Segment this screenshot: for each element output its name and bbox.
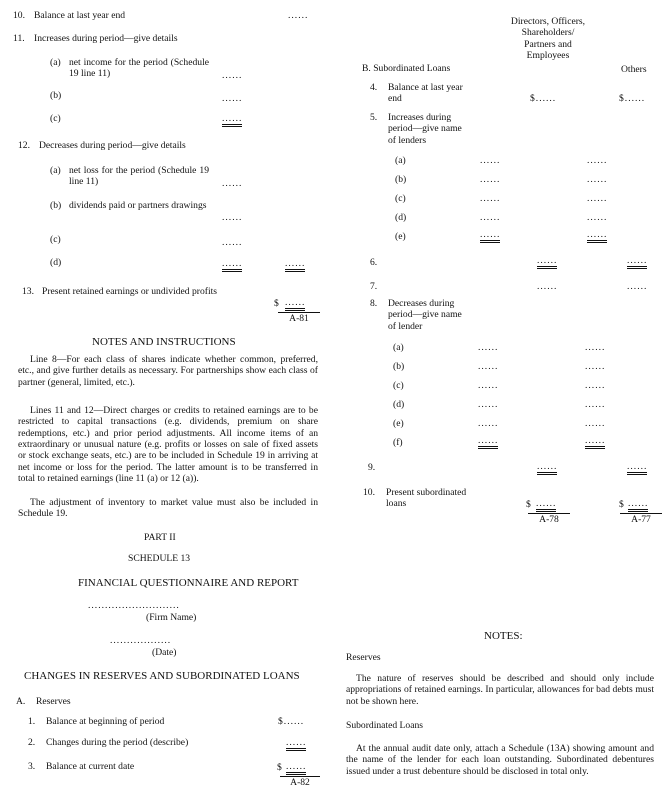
column-header-directors: Directors, Officers, Shareholders/ Partners and Employees bbox=[510, 16, 586, 61]
sub-8e-amount: ...... bbox=[585, 418, 606, 429]
line-13-label: Present retained earnings or undivided profits bbox=[42, 286, 218, 297]
line-12c-letter: (c) bbox=[50, 234, 61, 245]
sub-8-label: Decreases during period—give name of lender bbox=[388, 298, 462, 332]
sub-5b-lender: ...... bbox=[480, 174, 501, 185]
sub-7-number: 7. bbox=[370, 281, 378, 292]
sub-9-number: 9. bbox=[368, 462, 376, 473]
sub-5e-amount: ...... bbox=[587, 229, 607, 243]
sub-10-number: 10. bbox=[363, 487, 375, 498]
sub-5d-amount: ...... bbox=[587, 212, 608, 223]
line-13-amount: ...... bbox=[285, 297, 305, 311]
line-12a-text: net loss for the period (Schedule 19 line 11) bbox=[69, 165, 209, 188]
sub-6-others: ...... bbox=[627, 255, 647, 269]
sub-5c-amount: ...... bbox=[587, 193, 608, 204]
sub-5a-lender: ...... bbox=[480, 155, 501, 166]
sub-9-directors: ...... bbox=[537, 461, 557, 475]
reserve-1-label: Balance at beginning of period bbox=[46, 716, 165, 727]
sub-5b-amount: ...... bbox=[587, 174, 608, 185]
sub-5c-letter: (c) bbox=[395, 193, 406, 204]
notes-title: NOTES: bbox=[484, 630, 523, 642]
line-10-label: Balance at last year end bbox=[34, 10, 126, 21]
reserve-1-number: 1. bbox=[28, 716, 36, 727]
sub-8d-lender: ...... bbox=[478, 399, 499, 410]
line-12b-text: dividends paid or partners drawings bbox=[69, 200, 207, 211]
sub-8f-amount: ...... bbox=[585, 435, 605, 449]
sub-5e-letter: (e) bbox=[395, 231, 406, 242]
line-12d-letter: (d) bbox=[50, 257, 62, 268]
date-field: .................. bbox=[110, 635, 172, 646]
line-11b-amount: ...... bbox=[222, 93, 243, 104]
line-12a-amount: ...... bbox=[222, 178, 243, 189]
line-11c-amount: ...... bbox=[222, 113, 242, 127]
sub-7-others: ...... bbox=[627, 281, 648, 292]
note-line-8: Line 8—For each class of shares indicate whether common, preferred, etc., and give further details as necessary. For partnerships show each class of partner (general, limited, etc.). bbox=[18, 354, 318, 388]
sub-10-directors-ref: A-78 bbox=[528, 513, 570, 525]
line-12-number: 12. bbox=[18, 140, 30, 151]
sub-8f-letter: (f) bbox=[393, 437, 403, 448]
line-11b-letter: (b) bbox=[50, 90, 62, 101]
sub-4-others-amount: $...... bbox=[619, 93, 646, 104]
notes-reserves-text: The nature of reserves should be described and should only include appropriations of retained earnings. In particular, allowances for bad debts must not be shown here. bbox=[346, 673, 654, 707]
reserve-2-label: Changes during the period (describe) bbox=[46, 737, 189, 748]
line-11-label: Increases during period—give details bbox=[34, 33, 178, 44]
reserve-3-ref: A-82 bbox=[280, 776, 320, 788]
reserve-3-label: Balance at current date bbox=[46, 761, 135, 772]
sub-4-number: 4. bbox=[370, 82, 378, 93]
sub-10-others-currency: $ bbox=[619, 499, 624, 510]
sub-4-directors-amount: $...... bbox=[530, 93, 557, 104]
sub-8f-lender: ...... bbox=[478, 435, 498, 449]
questionnaire-title: FINANCIAL QUESTIONNAIRE AND REPORT bbox=[78, 577, 299, 589]
sub-10-directors-currency: $ bbox=[526, 499, 531, 510]
sub-5a-letter: (a) bbox=[395, 155, 406, 166]
sub-9-others: ...... bbox=[627, 461, 647, 475]
section-b-title: B. Subordinated Loans bbox=[362, 63, 451, 74]
sub-5d-lender: ...... bbox=[480, 212, 501, 223]
line-11a-amount: ...... bbox=[222, 70, 243, 81]
date-label: (Date) bbox=[152, 647, 177, 658]
sub-8c-amount: ...... bbox=[585, 380, 606, 391]
reserve-2-number: 2. bbox=[28, 737, 36, 748]
notes-instructions-title: NOTES AND INSTRUCTIONS bbox=[92, 336, 236, 348]
part-ii: PART II bbox=[144, 532, 176, 543]
line-11a-letter: (a) bbox=[50, 57, 61, 68]
section-a-letter: A. bbox=[16, 696, 26, 707]
sub-8d-letter: (d) bbox=[393, 399, 405, 410]
line-12c-amount: ...... bbox=[222, 237, 243, 248]
note-inventory: The adjustment of inventory to market value must also be included in Schedule 19. bbox=[18, 497, 318, 520]
sub-10-others-ref: A-77 bbox=[620, 513, 662, 525]
sub-6-directors: ...... bbox=[537, 255, 557, 269]
sub-5a-amount: ...... bbox=[587, 155, 608, 166]
sub-8b-lender: ...... bbox=[478, 361, 499, 372]
sub-8e-lender: ...... bbox=[478, 418, 499, 429]
line-12d-amount: ...... bbox=[222, 258, 242, 272]
notes-subordinated-heading: Subordinated Loans bbox=[346, 720, 424, 731]
changes-title: CHANGES IN RESERVES AND SUBORDINATED LOANS bbox=[24, 670, 300, 682]
reserve-2-amount: ...... bbox=[286, 737, 306, 751]
firm-name-label: (Firm Name) bbox=[146, 612, 197, 623]
sub-8e-letter: (e) bbox=[393, 418, 404, 429]
sub-5e-lender: ...... bbox=[480, 229, 500, 243]
sub-10-label: Present subordinated loans bbox=[386, 487, 467, 510]
notes-reserves-heading: Reserves bbox=[346, 652, 381, 663]
reserve-1-amount: $...... bbox=[278, 716, 305, 727]
sub-8d-amount: ...... bbox=[585, 399, 606, 410]
line-13-ref: A-81 bbox=[278, 312, 320, 324]
line-10-amount: ...... bbox=[288, 10, 309, 21]
sub-4-label: Balance at last year end bbox=[388, 82, 463, 105]
sub-8-number: 8. bbox=[370, 298, 378, 309]
sub-8a-amount: ...... bbox=[585, 342, 606, 353]
sub-8a-lender: ...... bbox=[478, 342, 499, 353]
line-12-total: ...... bbox=[285, 258, 305, 272]
sub-5-number: 5. bbox=[370, 112, 378, 123]
sub-8b-amount: ...... bbox=[585, 361, 606, 372]
line-11c-letter: (c) bbox=[50, 113, 61, 124]
sub-10-others-amount: ...... bbox=[628, 498, 648, 512]
sub-8c-lender: ...... bbox=[478, 380, 499, 391]
sub-10-directors-amount: ...... bbox=[536, 498, 556, 512]
sub-5d-letter: (d) bbox=[395, 212, 407, 223]
note-lines-11-12: Lines 11 and 12—Direct charges or credits to retained earnings are to be restricted to capital transactions (e.g. dividends, premium on share redemptions, etc.) and prior period adjustments. All income items of an extraordinary or unusual nature (e.g. profits or losses on sale of fixed assets or stock exchange seats, etc.) are to be included in Schedule 19 in arriving at net income or loss for the period. The latter amount is to be transferred in total to retained earnings (line 11 (a) or 12 (a)). bbox=[18, 405, 318, 484]
sub-5-label: Increases during period—give name of lenders bbox=[388, 112, 462, 146]
sub-5c-lender: ...... bbox=[480, 193, 501, 204]
line-13-number: 13. bbox=[22, 286, 34, 297]
line-10-number: 10. bbox=[13, 10, 25, 21]
line-11-number: 11. bbox=[13, 33, 25, 44]
reserve-3-amount: ...... bbox=[286, 761, 306, 775]
line-12a-letter: (a) bbox=[50, 165, 61, 176]
sub-6-number: 6. bbox=[370, 257, 378, 268]
section-a-title: Reserves bbox=[36, 696, 71, 707]
schedule-13: SCHEDULE 13 bbox=[128, 553, 191, 564]
line-12-label: Decreases during period—give details bbox=[39, 140, 186, 151]
notes-subordinated-text: At the annual audit date only, attach a Schedule (13A) showing amount and the name of the lender for each loan outstanding. Subordinated debentures issued under a trust debenture should be disclosed in total only. bbox=[346, 743, 654, 777]
sub-8b-letter: (b) bbox=[393, 361, 405, 372]
column-header-others: Others bbox=[621, 64, 647, 75]
line-12b-amount: ...... bbox=[222, 212, 243, 223]
reserve-3-number: 3. bbox=[28, 761, 36, 772]
sub-8a-letter: (a) bbox=[393, 342, 404, 353]
line-12b-letter: (b) bbox=[50, 200, 62, 211]
line-13-currency: $ bbox=[274, 298, 279, 309]
firm-name-field: ........................... bbox=[88, 600, 180, 611]
reserve-3-currency: $ bbox=[277, 762, 282, 773]
sub-5b-letter: (b) bbox=[395, 174, 407, 185]
sub-8c-letter: (c) bbox=[393, 380, 404, 391]
sub-7-directors: ...... bbox=[537, 281, 558, 292]
line-11a-text: net income for the period (Schedule 19 line 11) bbox=[69, 57, 209, 80]
